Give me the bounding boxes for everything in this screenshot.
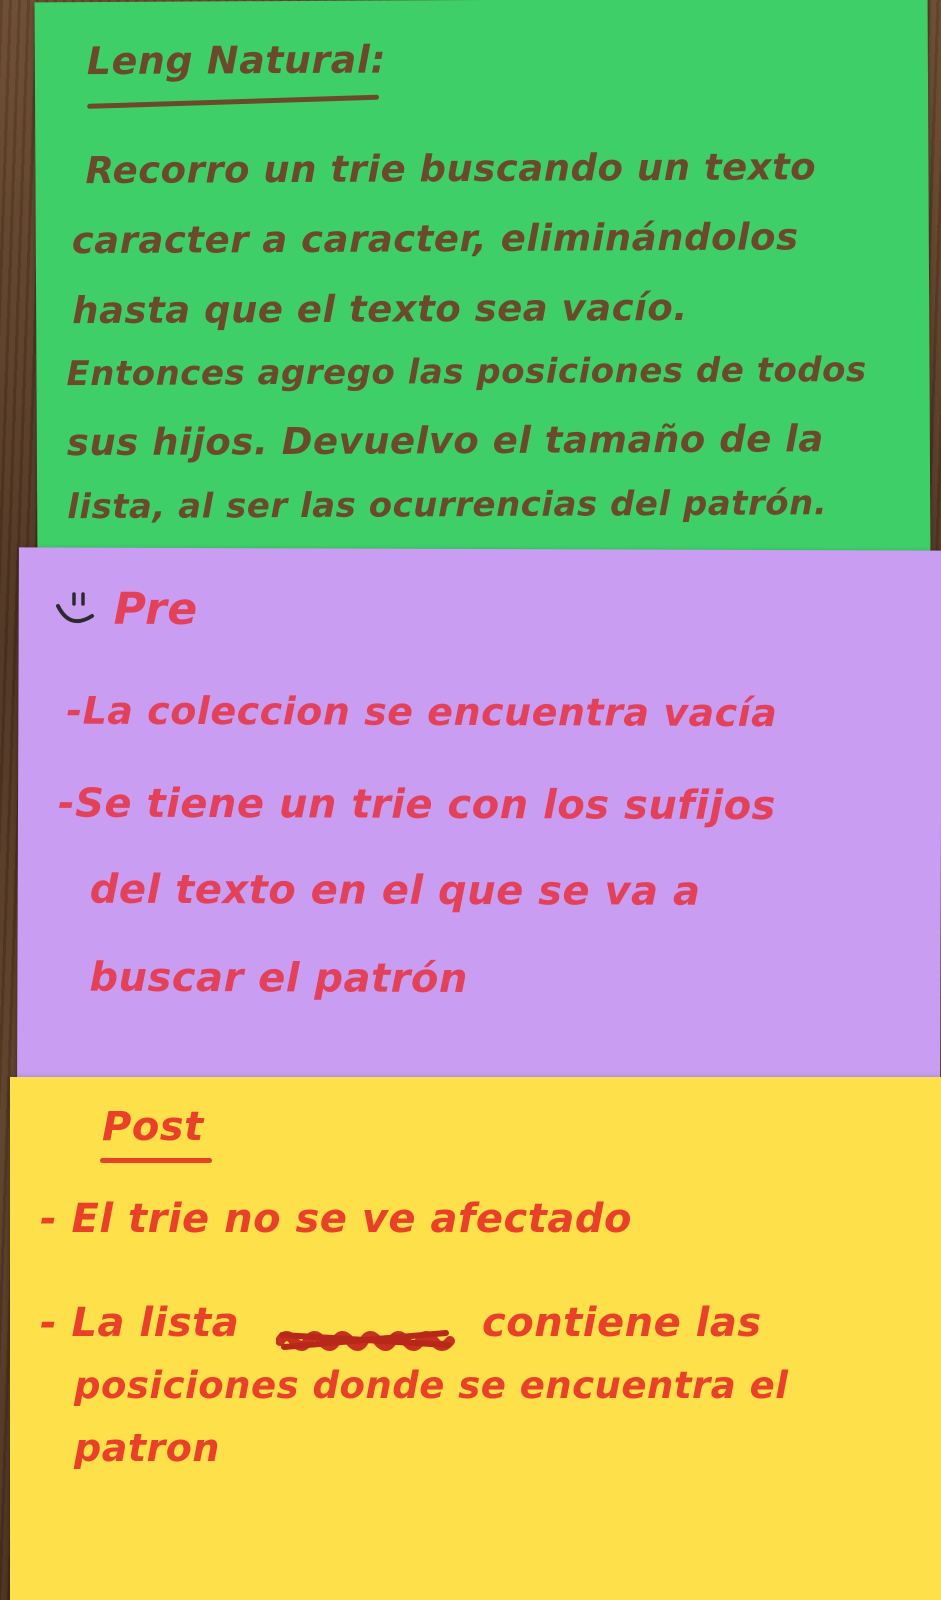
yellow-index-card xyxy=(10,1077,941,1600)
green-line-4: Entonces agrego las posiciones de todos xyxy=(66,349,867,395)
purple-line-2: -Se tiene un trie con los sufijos xyxy=(57,780,776,830)
green-line-3: hasta que el texto sea vacío. xyxy=(72,285,688,333)
yellow-line-4: patron xyxy=(74,1426,220,1470)
purple-line-1: -La coleccion se encuentra vacía xyxy=(66,688,778,736)
yellow-line-1: - El trie no se ve afectado xyxy=(40,1196,632,1242)
yellow-line-2a: - La lista xyxy=(40,1300,240,1346)
purple-index-card xyxy=(17,547,941,1080)
purple-line-4: buscar el patrón xyxy=(89,954,468,1002)
green-card-title: Leng Natural: xyxy=(86,37,387,84)
yellow-line-3: posiciones donde se encuentra el xyxy=(74,1364,789,1407)
crossed-out-scribble-icon xyxy=(276,1327,456,1353)
green-line-5: sus hijos. Devuelvo el tamaño de la xyxy=(66,417,824,465)
purple-card-title: Pre xyxy=(113,583,198,636)
green-title-underline xyxy=(87,95,379,109)
green-line-1: Recorro un trie buscando un texto xyxy=(85,145,817,193)
yellow-line-2b: contiene las xyxy=(482,1300,762,1346)
green-line-2: caracter a caracter, eliminándolos xyxy=(71,215,799,263)
green-index-card xyxy=(35,0,931,557)
yellow-card-title: Post xyxy=(102,1104,204,1150)
yellow-title-underline xyxy=(100,1158,212,1163)
green-line-6: lista, al ser las ocurrencias del patrón. xyxy=(67,483,828,528)
purple-line-3: del texto en el que se va a xyxy=(89,866,701,915)
smiley-face-icon xyxy=(52,588,98,634)
